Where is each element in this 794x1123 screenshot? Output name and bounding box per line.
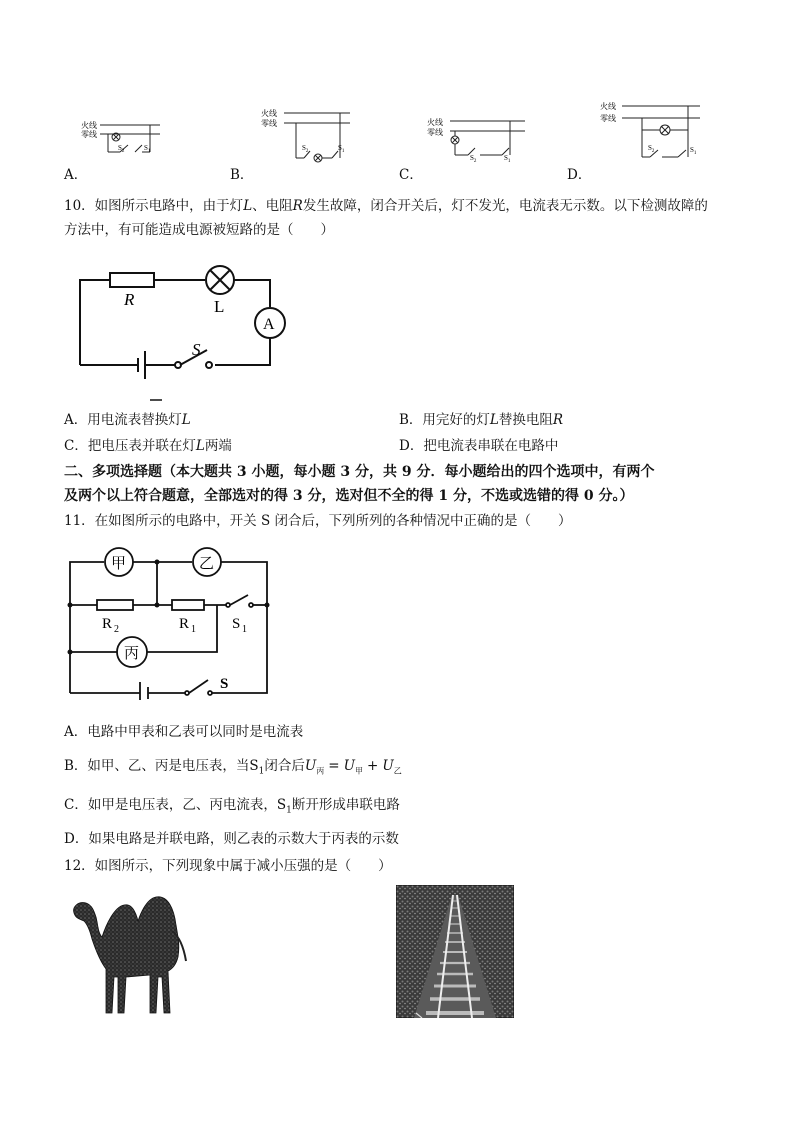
q10-option-a[interactable]: A．用电流表替换灯L (64, 412, 191, 428)
q10-stem-line1: 10．如图所示电路中，由于灯L、电阻R发生故障，闭合开关后，灯不发光，电流表无示数。以下检测故障的 (64, 198, 708, 214)
q10-option-b[interactable]: B．用完好的灯L替换电阻R (399, 412, 564, 428)
svg-text:S1: $S_1$ (144, 144, 151, 154)
q9-option-b-label: B． (230, 167, 254, 183)
svg-text:1: 1 (191, 624, 196, 635)
q11-label-s: S (220, 676, 229, 692)
q9-circuit-d (590, 95, 720, 185)
q10-option-d[interactable]: D．把电流表串联在电路中 (399, 438, 559, 454)
svg-text:零线: 零线 (261, 119, 277, 128)
q11-stem: 11．在如图所示的电路中，开关 S 闭合后，下列所列的各种情况中正确的是（ ） (64, 513, 572, 529)
q10-option-c[interactable]: C．把电压表并联在灯L两端 (64, 438, 232, 454)
q11-option-d[interactable]: D．如果电路是并联电路，则乙表的示数大于丙表的示数 (64, 831, 399, 847)
q9-option-a-label: A． (64, 167, 88, 183)
svg-text:零线: 零线 (600, 114, 616, 123)
svg-text:2: 2 (114, 624, 119, 635)
camel-image (68, 885, 198, 1020)
svg-text:S1: $S_1$ (690, 146, 697, 156)
svg-text:火线: 火线 (600, 102, 616, 111)
section2-heading-line2: 及两个以上符合题意，全部选对的得 3 分，选对但不全的得 1 分，不选或选错的得 0 分。） (64, 488, 634, 504)
q9-option-b (240, 100, 370, 185)
q11-label-r1: R (179, 616, 190, 632)
q9-option-d (590, 95, 720, 185)
section2-heading-line1: 二、多项选择题（本大题共 3 小题，每小题 3 分，共 9 分．每小题给出的四个选项中，有两个 (64, 464, 655, 480)
q10-stem-line2: 方法中，有可能造成电源被短路的是（ ） (64, 222, 334, 238)
q11-option-c[interactable]: C．如甲是电压表，乙、丙电流表，$S_1$断开形成串联电路 (64, 797, 400, 816)
svg-text:零线: 零线 (427, 128, 443, 137)
q9-circuit-c (410, 105, 540, 185)
q9-option-c (410, 105, 540, 185)
q10-diagram-label-a: A (263, 316, 275, 333)
svg-text:火线: 火线 (81, 121, 97, 130)
q11-meter-bing: 丙 (124, 646, 140, 662)
svg-text:S2: $S_2$ (118, 144, 125, 154)
q11-meter-yi: 乙 (199, 556, 215, 572)
svg-text:S1: $S_1$ (504, 154, 511, 164)
svg-text:火线: 火线 (261, 109, 277, 118)
q11-option-a[interactable]: A．电路中甲表和乙表可以同时是电流表 (64, 724, 304, 740)
svg-text:1: 1 (242, 624, 247, 635)
q10-diagram-label-r: R (124, 290, 135, 309)
q11-label-s1: S (232, 616, 241, 632)
q9-option-d-label: D． (567, 167, 592, 183)
svg-text:S1: $S_1$ (338, 144, 345, 154)
q12-stem: 12．如图所示，下列现象中属于减小压强的是（ ） (64, 858, 392, 874)
q9-option-c-label: C． (399, 167, 423, 183)
svg-text:S2: $S_2$ (648, 144, 655, 154)
svg-text:S2: $S_2$ (302, 144, 309, 154)
q10-diagram-label-s: S (192, 340, 201, 359)
q10-diagram-label-l: L (214, 297, 225, 316)
q11-meter-jia: 甲 (111, 556, 127, 572)
q11-circuit-diagram (62, 540, 277, 700)
q11-label-r2: R (102, 616, 113, 632)
q11-option-b[interactable]: B．如甲、乙、丙是电压表，当$S_1$闭合后$U_丙 = U_甲 + U_乙$ (64, 758, 402, 777)
svg-text:零线: 零线 (81, 130, 97, 139)
q10-circuit-diagram (70, 255, 310, 405)
q9-circuit-b (240, 100, 370, 185)
svg-text:S2: $S_2$ (470, 154, 477, 164)
svg-text:火线: 火线 (427, 118, 443, 127)
railway-track-image (396, 885, 514, 1018)
